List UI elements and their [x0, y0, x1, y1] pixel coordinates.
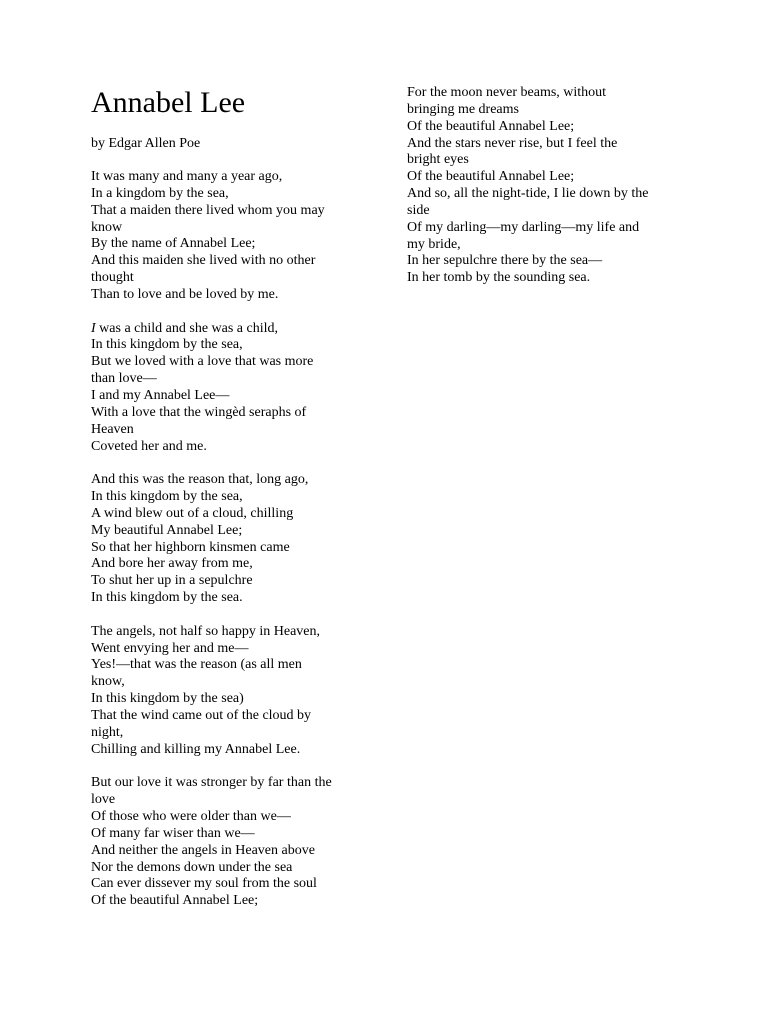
- poem-line: For the moon never beams, without: [407, 85, 607, 100]
- stanza-2: [91, 321, 376, 456]
- stanza-5: [91, 775, 376, 910]
- poem-line: In her tomb by the sounding sea.: [407, 270, 591, 286]
- poem-line: By the name of Annabel Lee;: [91, 236, 256, 252]
- poem-line: In this kingdom by the sea): [91, 691, 244, 707]
- left-column: [91, 84, 376, 927]
- poem-line: bright eyes: [407, 152, 469, 168]
- poem-line: So that her highborn kinsmen came: [91, 539, 290, 555]
- poem-line: Of many far wiser than we—: [91, 825, 255, 841]
- poem-line: And bore her away from me,: [91, 556, 253, 572]
- poem-line: With a love that the wingèd seraphs of: [91, 404, 307, 420]
- poem-line: But our love it was stronger by far than the: [91, 775, 332, 791]
- poem-line: Went envying her and me—: [91, 640, 249, 656]
- stanza-6: [407, 85, 702, 287]
- poem-line: And so, all the night-tide, I lie down by the: [407, 186, 649, 202]
- poem-line: know,: [91, 674, 125, 690]
- poem-line: And this was the reason that, long ago,: [91, 472, 309, 488]
- poem-line: Of the beautiful Annabel Lee;: [407, 118, 575, 134]
- poem-line: Of the beautiful Annabel Lee;: [407, 169, 575, 185]
- poem-line: Than to love and be loved by me.: [91, 286, 279, 302]
- poem-line: [91, 321, 376, 338]
- poem-line: That a maiden there lived whom you may: [91, 202, 325, 218]
- line-text: was a child and she was a child,: [95, 320, 279, 336]
- poem-line: Of the beautiful Annabel Lee;: [91, 893, 259, 909]
- poem-line: Of those who were older than we—: [91, 809, 291, 825]
- poem-line: A wind blew out of a cloud, chilling: [91, 505, 294, 521]
- poem-line: my bride,: [407, 236, 461, 252]
- poem-line: Nor the demons down under the sea: [91, 859, 293, 875]
- stanza-1: [91, 169, 376, 304]
- poem-line: In this kingdom by the sea.: [91, 590, 243, 606]
- poem-line: In a kingdom by the sea,: [91, 185, 229, 201]
- poem-line: side: [407, 202, 430, 218]
- poem-line: It was many and many a year ago,: [91, 169, 283, 184]
- poem-line: love: [91, 792, 116, 808]
- poem-line: That the wind came out of the cloud by: [91, 708, 312, 723]
- poem-line: Chilling and killing my Annabel Lee.: [91, 741, 301, 757]
- poem-line: Coveted her and me.: [91, 438, 207, 454]
- poem-line: know: [91, 219, 123, 235]
- poem-line: I and my Annabel Lee—: [91, 387, 230, 403]
- stanza-3: [91, 472, 376, 607]
- stanza-4: [91, 624, 376, 759]
- poem-line: In this kingdom by the sea,: [91, 489, 243, 505]
- poem-line: Heaven: [91, 421, 134, 437]
- poem-line: And neither the angels in Heaven above: [91, 842, 315, 858]
- poem-line: Of my darling—my darling—my life and: [407, 219, 640, 235]
- poem-line: In this kingdom by the sea,: [91, 337, 243, 353]
- poem-title: Annabel Lee: [91, 86, 246, 119]
- poem-line: In her sepulchre there by the sea—: [407, 253, 603, 269]
- poem-line: bringing me dreams: [407, 101, 519, 117]
- poem-line: night,: [91, 724, 124, 740]
- italic-word: I: [91, 320, 96, 336]
- poem-line: The angels, not half so happy in Heaven,: [91, 623, 320, 639]
- poem-line: Yes!—that was the reason (as all men: [91, 657, 302, 673]
- poem-line: My beautiful Annabel Lee;: [91, 522, 243, 538]
- poem-line: But we loved with a love that was more: [91, 354, 314, 370]
- poem-line: And this maiden she lived with no other: [91, 253, 316, 269]
- poem-line: To shut her up in a sepulchre: [91, 573, 253, 589]
- poem-byline: by Edgar Allen Poe: [91, 136, 201, 151]
- right-column: [407, 85, 702, 304]
- poem-line: than love—: [91, 371, 157, 387]
- poem-line: thought: [91, 270, 134, 286]
- poem-line: Can ever dissever my soul from the soul: [91, 876, 317, 892]
- poem-line: And the stars never rise, but I feel the: [407, 135, 618, 151]
